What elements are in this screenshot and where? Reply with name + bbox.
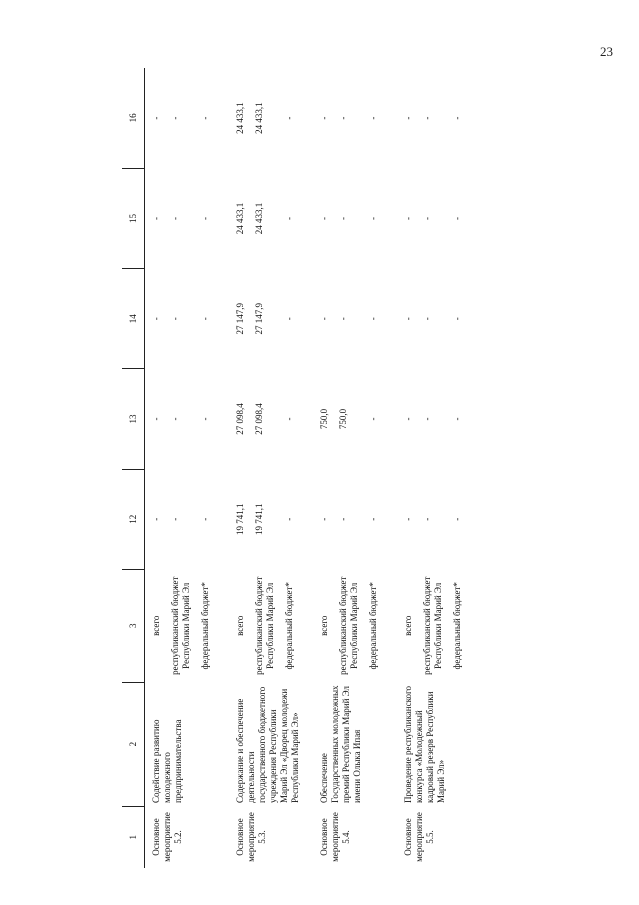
amount-value: - [284,317,294,321]
amount-value: - [170,417,180,421]
amount-value: - [452,216,462,220]
funding-source: республиканский бюджет Республики Марий Эл [422,576,443,675]
amount-value: - [284,216,294,220]
amount-value: - [452,417,462,421]
amount-value: - [151,517,161,521]
column-header: 2 [122,682,145,806]
amount-value: - [422,317,432,321]
amount-value: - [151,317,161,321]
amount-value: - [403,216,413,220]
table-row [145,68,230,868]
year-value-cell [229,269,313,369]
amount-value: - [422,216,432,220]
amount-value: - [200,317,210,321]
column-header: 1 [122,806,145,868]
table-row [229,68,313,868]
amount-value: - [422,417,432,421]
funding-source: республиканский бюджет Республики Марий Эл [170,576,191,675]
header-row [122,68,145,868]
table-row [313,68,397,868]
amount-value: 27 098,4 [235,403,245,435]
funding-source-cell [229,569,313,682]
amount-value: 19 741,1 [254,503,264,536]
amount-value: 27 147,9 [254,302,264,335]
amount-value: 24 433,1 [235,102,245,134]
column-header: 14 [122,269,145,369]
amount-value: - [200,517,210,521]
amount-value: 19 741,1 [235,503,245,536]
funding-source: всего [235,615,245,636]
year-value-cell [397,469,481,569]
amount-value: - [151,216,161,220]
amount-value: - [403,116,413,120]
activity-title: Основное мероприятие 5.5. [403,812,435,862]
funding-source-cell [313,569,397,682]
year-value-cell [145,68,230,168]
amount-value: 27 147,9 [235,302,245,335]
rotated-table-container [122,68,639,868]
amount-value: 27 098,4 [254,403,264,435]
funding-source-cell [145,569,230,682]
year-value-cell [229,68,313,168]
activity-description: Обеспечение Государственных молодежных премий Республики Марий Эл имени Олыка Ипая [319,685,362,804]
amount-value: - [319,216,329,220]
year-value-cell [229,369,313,469]
amount-value: - [452,517,462,521]
amount-value: - [368,517,378,521]
amount-value: - [319,517,329,521]
column-header: 13 [122,369,145,469]
amount-value: - [338,116,348,120]
amount-value: - [284,116,294,120]
activity-title: Основное мероприятие 5.3. [235,812,267,862]
amount-value: - [200,216,210,220]
amount-value: 24 433,1 [254,102,264,134]
funding-source: республиканский бюджет Республики Марий Эл [338,576,359,675]
funding-source-cell [397,569,481,682]
year-value-cell [229,168,313,268]
funding-source: федеральный бюджет* [368,582,378,670]
amount-value: - [284,417,294,421]
activity-description: Содержание и обеспечение деятельности государственного бюджетного учреждения Республики Марий Эл «Дворец молодежи Республики Марий Эл» [235,686,300,804]
activity-description: Проведение республиканского конкурса «Молодежный кадровый резерв Республики Марий Эл» [403,686,446,804]
activity-title: Основное мероприятие 5.4. [319,812,351,862]
amount-value: - [200,116,210,120]
amount-value: 24 433,1 [254,202,264,235]
amount-value: - [319,317,329,321]
funding-source: всего [403,615,413,636]
amount-value: - [452,116,462,120]
funding-source: федеральный бюджет* [284,582,294,670]
amount-value: - [422,517,432,521]
amount-value: - [338,317,348,321]
year-value-cell [313,269,397,369]
year-value-cell [313,168,397,268]
amount-value: - [368,417,378,421]
column-header: 12 [122,469,145,569]
year-value-cell [397,369,481,469]
year-value-cell [397,68,481,168]
budget-table [122,68,481,868]
amount-value: - [452,317,462,321]
year-value-cell [313,469,397,569]
amount-value: - [284,517,294,521]
amount-value: - [170,116,180,120]
amount-value: - [170,216,180,220]
amount-value: - [422,116,432,120]
amount-value: 750,0 [338,408,348,430]
year-value-cell [229,469,313,569]
column-header: 15 [122,168,145,268]
amount-value: - [200,417,210,421]
page-number: 23 [600,44,613,59]
column-header: 3 [122,569,145,682]
year-value-cell [313,369,397,469]
year-value-cell [145,168,230,268]
amount-value: - [151,417,161,421]
year-value-cell [397,269,481,369]
table-row [397,68,481,868]
year-value-cell [397,168,481,268]
funding-source: федеральный бюджет* [452,582,462,670]
year-value-cell [313,68,397,168]
funding-source: всего [151,615,161,636]
amount-value: - [403,517,413,521]
amount-value: - [151,116,161,120]
amount-value: - [403,317,413,321]
amount-value: - [170,517,180,521]
amount-value: - [338,216,348,220]
amount-value: - [170,317,180,321]
activity-description: Содействие развитию молодежного предпринимательства [151,719,183,804]
amount-value: - [368,317,378,321]
funding-source: федеральный бюджет* [200,582,210,670]
amount-value: - [368,216,378,220]
table-body [145,68,482,868]
amount-value: - [338,517,348,521]
year-value-cell [145,469,230,569]
amount-value: - [403,417,413,421]
amount-value: 24 433,1 [235,202,245,235]
amount-value: 750,0 [319,408,329,430]
year-value-cell [145,269,230,369]
funding-source: республиканский бюджет Республики Марий Эл [254,576,275,675]
amount-value: - [368,116,378,120]
amount-value: - [319,116,329,120]
activity-title: Основное мероприятие 5.2. [151,812,183,862]
column-header: 16 [122,68,145,168]
year-value-cell [145,369,230,469]
funding-source: всего [319,615,329,636]
